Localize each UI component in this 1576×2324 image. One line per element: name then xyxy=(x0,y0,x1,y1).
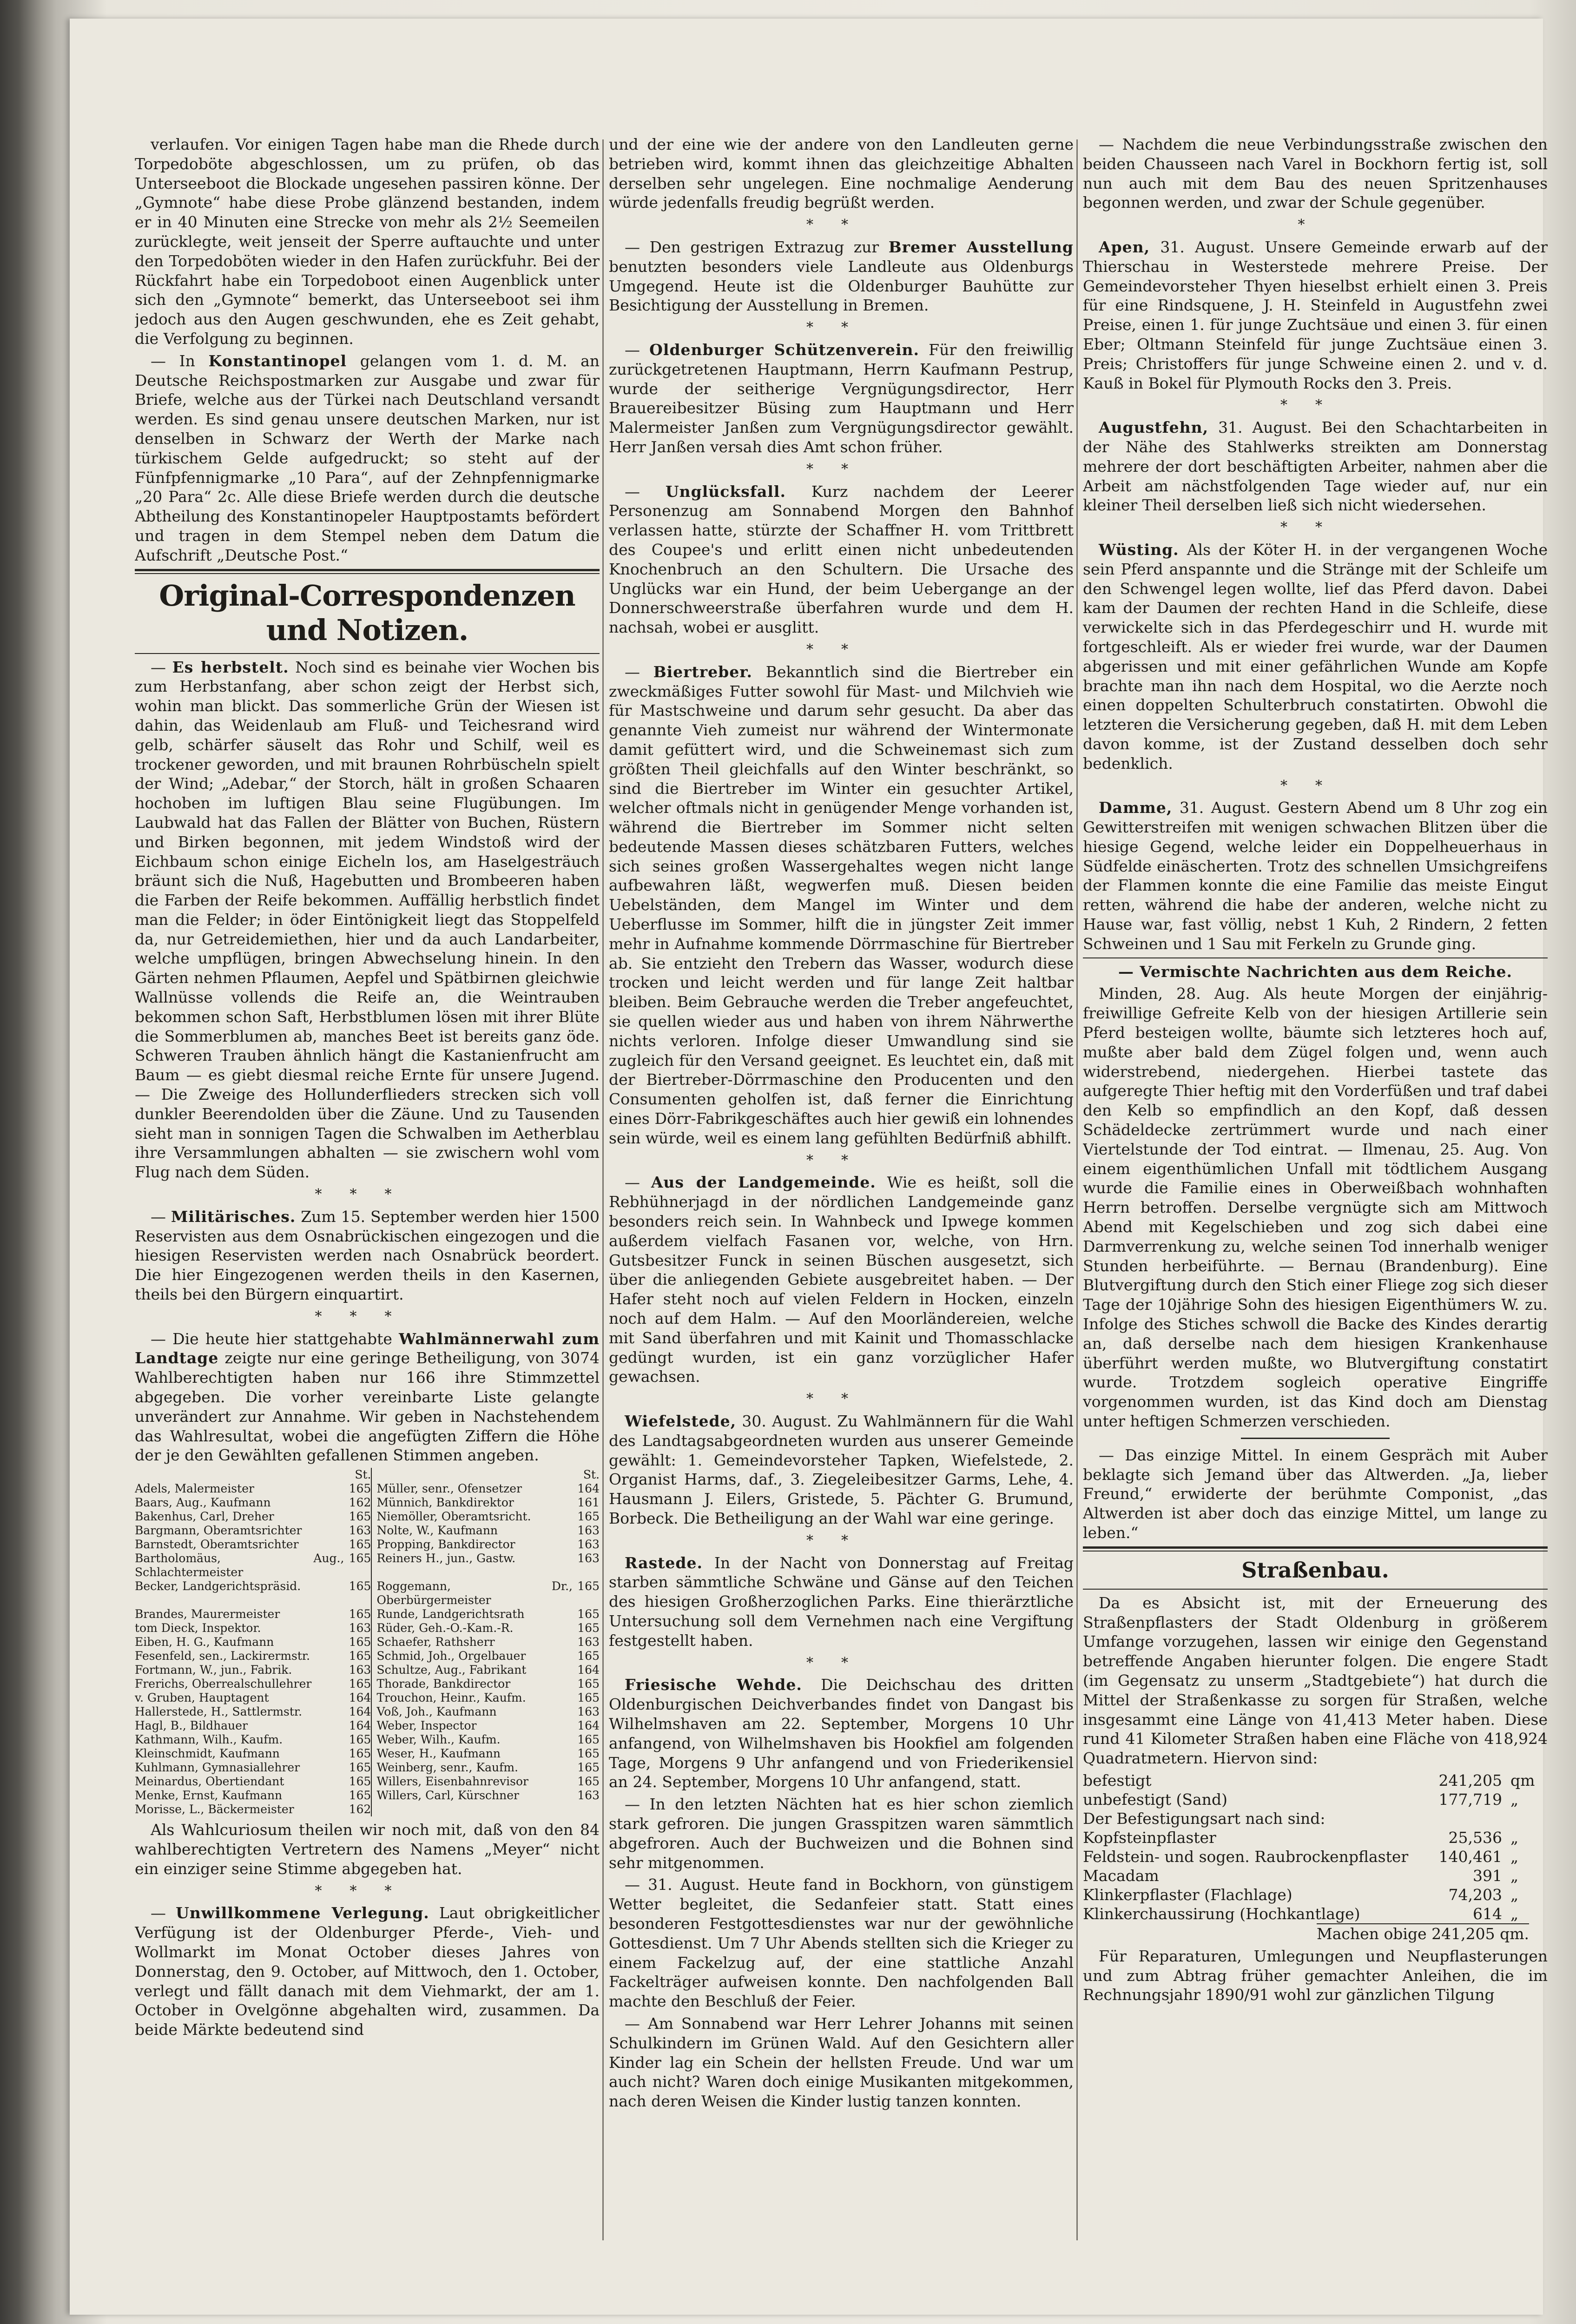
table-row xyxy=(1083,1904,1548,1923)
votes-cell: 165 xyxy=(344,1552,371,1579)
table-row xyxy=(135,1482,600,1496)
votes-cell: 162 xyxy=(344,1496,371,1510)
table-row xyxy=(1083,1828,1548,1847)
section-rule xyxy=(1083,1589,1548,1590)
name-cell: Reiners H., jun., Gastw. xyxy=(376,1552,516,1565)
name-cell: Weber, Inspector xyxy=(376,1719,477,1733)
votes-cell: 164 xyxy=(577,1663,600,1677)
votes-cell: 165 xyxy=(344,1482,371,1496)
name-cell: Willers, Eisenbahnrevisor xyxy=(376,1775,528,1789)
votes-cell: 164 xyxy=(344,1719,371,1733)
paving-unit: „ xyxy=(1510,1904,1519,1923)
article-markt-continued: und der eine wie der andere von den Landleuten gerne betrieben wird, kommt ihnen das gleichzeitige Abhalten derselben sehr ungelegen. Eine nochmalige Aenderung würde jedenfalls freudig begrüßt werden. xyxy=(609,135,1074,212)
votes-cell: 164 xyxy=(344,1691,371,1705)
separator-asterisks: ** xyxy=(1280,519,1350,536)
paving-unit: „ xyxy=(1510,1866,1519,1885)
paving-label: Feldstein- und sogen. Raubrockenpflaster xyxy=(1083,1847,1409,1866)
votes-cell: 163 xyxy=(577,1705,600,1719)
table-row xyxy=(135,1496,600,1510)
article-militaerisches: — Militärisches. Zum 15. September werden hier 1500 Reservisten aus dem Osnabrückischen eingezogen und die hiesigen Reservisten werden nach Osnabrück beordert. Die hier Eingezogenen werden theils in den Kasernen, theils bei den Bürgern einquartirt. xyxy=(135,1207,600,1304)
paving-value: 391 xyxy=(1473,1866,1502,1885)
article-konstantinopel: — In Konstantinopel gelangen vom 1. d. M. an Deutsche Reichspostmarken zur Ausgabe und zwar für Briefe, welche aus der Türkei nach Deutschland versandt werden. Es sind genau unsere deutschen Marken, nur ist denselben in Schwarz der Werth der Marke nach türkischem Gelde aufgedruckt; so steht auf der Fünfpfennigmarke „10 Para“, auf der Zehnpfennigmarke „20 Para“ 2c. Alle diese Briefe werden durch die deutsche Abtheilung des Konstantinopeler Hauptpostamts befördert und tragen in dem Stempel neben dem Datum die Aufschrift „Deutsche Post.“ xyxy=(135,351,600,564)
section-rule xyxy=(135,653,600,654)
votes-cell: 163 xyxy=(577,1635,600,1649)
article-friesische-wehde-sedan: — 31. August. Heute fand in Bockhorn, von günstigem Wetter begleitet, die Sedanfeier statt. Statt eines besonderen Festgottesdienstes war nur der gewöhnliche Gottesdienst. Um 7 Uhr Abends stellten sich die Krieger zu einem Fackelzug auf, der eine stattliche Anzahl Fackelträger aufweisen konnte. Den nachfolgenden Ball machte den Beschluß der Feier. xyxy=(609,1875,1074,2011)
name-cell: Morisse, L., Bäckermeister xyxy=(135,1802,294,1816)
name-cell: Barnstedt, Oberamtsrichter xyxy=(135,1538,299,1552)
name-cell: Schultze, Aug., Fabrikant xyxy=(376,1663,527,1677)
votes-cell: 163 xyxy=(577,1524,600,1538)
article-heading: Wüsting. xyxy=(1099,540,1179,559)
paving-label: unbefestigt (Sand) xyxy=(1083,1790,1227,1809)
votes-cell: 165 xyxy=(344,1635,371,1649)
name-cell: Kleinschmidt, Kaufmann xyxy=(135,1747,280,1761)
votes-cell: 165 xyxy=(577,1775,600,1789)
name-cell: Brandes, Maurermeister xyxy=(135,1607,280,1621)
votes-cell: 163 xyxy=(344,1524,371,1538)
name-cell: Bakenhus, Carl, Dreher xyxy=(135,1510,274,1524)
paving-label: Klinkerpflaster (Flachlage) xyxy=(1083,1885,1292,1904)
votes-cell: 165 xyxy=(577,1691,600,1705)
separator-asterisks: ** xyxy=(806,217,876,233)
name-cell: Schmid, Joh., Orgelbauer xyxy=(376,1649,526,1663)
table-row xyxy=(135,1719,600,1733)
paving-label: Kopfsteinpflaster xyxy=(1083,1828,1216,1847)
votes-cell: 163 xyxy=(577,1552,600,1565)
article-heading: Unwillkommene Verlegung. xyxy=(176,1904,429,1922)
table-row xyxy=(1083,1771,1548,1790)
short-rule xyxy=(1241,1438,1390,1439)
votes-cell: 165 xyxy=(344,1747,371,1761)
article-friesische-wehde-frost: — In den letzten Nächten hat es hier schon ziemlich stark gefroren. Die jungen Grasspitzen waren sämmtlich abgefroren. Auch der Buchweizen und die Bohnen sind sehr mitgenommen. xyxy=(609,1795,1074,1872)
paving-value: 140,461 xyxy=(1438,1847,1502,1866)
name-cell: tom Dieck, Inspektor. xyxy=(135,1621,261,1635)
separator-asterisks: *** xyxy=(315,1186,420,1203)
name-cell xyxy=(371,1802,573,1816)
column-2 xyxy=(609,135,1074,2254)
paving-value: 177,719 xyxy=(1438,1790,1502,1809)
name-cell: Hallerstede, H., Sattlermstr. xyxy=(135,1705,303,1719)
table-row xyxy=(135,1733,600,1747)
article-friesische-wehde-schule: — Am Sonnabend war Herr Lehrer Johanns mit seinen Schulkindern im Grünen Wald. Auf den Gesichtern aller Kinder lag ein Schein der hellsten Freude. Und war um auch nicht? Waren doch einige Musikanten mitgekommen, nach deren Weisen die Kinder lustig tanzen konnten. xyxy=(609,2014,1074,2111)
table-row xyxy=(1083,1847,1548,1866)
votes-cell: 163 xyxy=(344,1663,371,1677)
separator-asterisks: ** xyxy=(806,641,876,658)
votes-header: St. xyxy=(344,1468,371,1482)
article-heading: Bremer Ausstellung xyxy=(888,238,1074,256)
votes-cell: 163 xyxy=(577,1789,600,1802)
article-ungluecksfall: — Unglücksfall. Kurz nachdem der Leerer Personenzug am Sonnabend Morgen den Bahnhof verlassen hatte, stürzte der Schaffner H. vom Trittbrett des Coupee's und erlitt einen nicht unbedeutenden Knochenbruch an den Schultern. Die Ursache des Unglücks war ein Hund, der beim Uebergange an der Donnerschweerstraße überfahren wurde und dem H. nachsah, wobei er ausglitt. xyxy=(609,482,1074,637)
votes-header: St. xyxy=(583,1468,600,1482)
article-apen: Apen, 31. August. Unsere Gemeinde erwarb auf der Thierschau in Westerstede mehrere Preise. Der Gemeindevorsteher Thyen hieselbst erhielt einen 3. Preis für eine Rindsquene, J. H. Steinfeld in Augustfehn zwei Preise, einen 1. für junge Zuchtsäue und einen 3. für einen Eber; Oltmann Steinfeld für junge Zuchtsäue einen 3. Preis; Christoffers für junge Schweine einen 2. und v. d. Kauß in Bokel für Plymouth Rocks den 3. Preis. xyxy=(1083,238,1548,392)
table-row xyxy=(135,1524,600,1538)
table-row xyxy=(135,1789,600,1802)
separator-asterisks: ** xyxy=(806,1532,876,1549)
votes-cell: 165 xyxy=(344,1607,371,1621)
separator-asterisks: ** xyxy=(1280,777,1350,794)
section-rule xyxy=(1083,957,1548,958)
table-row xyxy=(135,1635,600,1649)
name-cell: Adels, Malermeister xyxy=(135,1482,254,1496)
separator-asterisks: ** xyxy=(806,1391,876,1407)
votes-cell: 165 xyxy=(577,1649,600,1663)
votes-cell: 165 xyxy=(577,1621,600,1635)
votes-cell: 165 xyxy=(344,1775,371,1789)
article-bremer-ausstellung: — Den gestrigen Extrazug zur Bremer Ausstellung benutzten besonders viele Landleute aus Oldenburgs Umgegend. Heute ist die Oldenburger Bauhütte zur Besichtigung der Ausstellung in Bremen. xyxy=(609,238,1074,315)
name-cell: Kuhlmann, Gymnasiallehrer xyxy=(135,1761,300,1775)
votes-cell: 165 xyxy=(344,1677,371,1691)
name-cell: Weber, Wilh., Kaufm. xyxy=(376,1733,501,1747)
paving-value: 25,536 xyxy=(1448,1828,1502,1847)
section-title: Original-Correspondenzen und Notizen. xyxy=(159,578,575,647)
article-biertreber: — Biertreber. Bekanntlich sind die Biertreber ein zweckmäßiges Futter sowohl für Mast- und Milchvieh wie für Mastschweine und darum sehr gesucht. Da aber das genannte Vieh zumeist nur während der Wintermonate damit gefüttert wird, und die Schweinemast sich zum größten Theil gleichfalls auf den Winter beschränkt, so sind die Biertreber im Winter ein gesuchter Artikel, welcher oftmals nicht in genügender Menge vorhanden ist, während die Biertreber im Sommer nicht selten bedeutende Massen dieses schätzbaren Futters, welches sich seines großen Wassergehaltes wegen nicht lange aufbewahren läßt, wegwerfen muß. Diesen beiden Uebelständen, dem Mangel im Winter und dem Ueberflusse im Sommer, hilft die in jüngster Zeit immer mehr in Aufnahme kommende Dörrmaschine für Biertreber ab. Sie entzieht den Trebern das Wasser, wodurch diese trocken und leicht werden und für lange Zeit haltbar bleiben. Beim Gebrauche werden die Treber angefeuchtet, sie quellen wieder aus und haben von ihrem Nährwerthe nichts verloren. Infolge dieser Umwandlung sind sie zugleich für den Versand geeignet. Es leuchtet ein, daß mit der Biertreber-Dörrmaschine den Producenten und den Consumenten geholfen ist, daß ferner die Einrichtung eines Dörr-Fabrikgeschäftes auch hier gewiß ein lohnendes sein würde, weil es einem lang gefühlten Bedürfniß abhilft. xyxy=(609,662,1074,1147)
paving-unit: „ xyxy=(1510,1790,1519,1809)
name-cell: Meinardus, Obertiendant xyxy=(135,1775,284,1789)
section-rule xyxy=(1083,1546,1548,1552)
paving-label: Macadam xyxy=(1083,1866,1159,1885)
votes-cell: 165 xyxy=(344,1538,371,1552)
paving-unit: „ xyxy=(1510,1828,1519,1847)
votes-cell: 165 xyxy=(577,1747,600,1761)
election-results-table xyxy=(135,1468,600,1816)
table-row xyxy=(135,1552,600,1579)
paving-unit: „ xyxy=(1510,1885,1519,1904)
name-cell: Frerichs, Oberrealschullehrer xyxy=(135,1677,312,1691)
votes-cell: 163 xyxy=(344,1621,371,1635)
name-cell: Becker, Landgerichtspräsid. xyxy=(135,1579,301,1593)
table-row xyxy=(135,1621,600,1635)
name-cell: Müller, senr., Ofensetzer xyxy=(376,1482,522,1496)
name-cell: Propping, Bankdirector xyxy=(376,1538,515,1552)
strassenbau-title: Straßenbau. xyxy=(1241,1557,1389,1583)
paving-value: 241,205 xyxy=(1438,1771,1502,1789)
article-vermischte-heading: — Vermischte Nachrichten aus dem Reiche. xyxy=(1118,962,1513,981)
paving-value: 74,203 xyxy=(1448,1885,1502,1904)
name-cell: Rüder, Geh.-O.-Kam.-R. xyxy=(376,1621,514,1635)
article-strassenbau-end: Für Reparaturen, Umlegungen und Neupflasterungen und zum Abtrag früher gemachter Anleihen, die im Rechnungsjahr 1890/91 wohl zur gänzlichen Tilgung xyxy=(1083,1947,1548,2004)
article-bockhorn-spritzenhaus: — Nachdem die neue Verbindungsstraße zwischen den beiden Chausseen nach Varel in Bockhorn fertig ist, soll nun auch mit dem Bau des neuen Spritzenhauses begonnen werden, und zwar der Schule gegenüber. xyxy=(1083,135,1548,212)
article-heading: Aus der Landgemeinde. xyxy=(651,1173,876,1192)
column-rule xyxy=(1076,139,1078,2240)
name-cell: Hagl, B., Bildhauer xyxy=(135,1719,248,1733)
article-heading: Rastede. xyxy=(625,1553,703,1572)
separator-asterisks: * xyxy=(1298,217,1333,233)
table-row xyxy=(135,1705,600,1719)
separator-asterisks: *** xyxy=(315,1308,420,1325)
votes-cell: 163 xyxy=(577,1538,600,1552)
table-row xyxy=(1083,1866,1548,1885)
votes-cell: 165 xyxy=(577,1761,600,1775)
votes-cell: 164 xyxy=(577,1482,600,1496)
name-cell: Willers, Carl, Kürschner xyxy=(376,1789,519,1802)
article-augustfehn: Augustfehn, 31. August. Bei den Schachtarbeiten in der Nähe des Stahlwerks streikten am Donnerstag mehrere der dort beschäftigten Arbeiter, nahmen aber die Arbeit am nächstfolgenden Tage wieder auf, nur ein kleiner Theil derselben ließ sich nicht wiedersehen. xyxy=(1083,418,1548,515)
name-cell: Niemöller, Oberamtsricht. xyxy=(376,1510,531,1524)
votes-cell: 165 xyxy=(344,1789,371,1802)
table-row xyxy=(135,1663,600,1677)
table-row xyxy=(1083,1809,1548,1828)
newspaper-page xyxy=(70,19,1548,2315)
name-cell: Münnich, Bankdirektor xyxy=(376,1496,514,1510)
votes-cell: 165 xyxy=(344,1510,371,1524)
separator-asterisks: ** xyxy=(806,319,876,336)
name-cell: Menke, Ernst, Kaufmann xyxy=(135,1789,283,1802)
article-heading: Wahlmännerwahl zum Landtage xyxy=(135,1329,600,1367)
paving-label: Der Befestigungsart nach sind: xyxy=(1083,1809,1325,1828)
votes-cell: 165 xyxy=(344,1733,371,1747)
article-damme: Damme, 31. August. Gestern Abend um 8 Uhr zog ein Gewitterstreifen mit wenigen schwachen Blitzen über die hiesige Gegend, welche leider ein Doppelheuerhaus in Südfelde einäscherten. Trotz des schnellen Umsichgreifens der Flammen konnte die eine Familie das meiste Eingut retten, während die habe der anderen, welche nicht zu Hause war, fast völlig, nebst 1 Kuh, 2 Rindern, 2 fetten Schweinen und 1 Sau mit Ferkeln zu Grunde ging. xyxy=(1083,799,1548,953)
paving-unit: qm xyxy=(1510,1771,1535,1789)
votes-cell: 165 xyxy=(577,1510,600,1524)
article-heading: Damme, xyxy=(1099,799,1173,817)
section-rule xyxy=(135,569,600,574)
article-wahl: — Die heute hier stattgehabte Wahlmännerwahl zum Landtage zeigte nur eine geringe Betheiligung, von 3074 Wahlberechtigten haben nur 166 ihre Stimmzettel abgegeben. Die vorher vereinbarte Liste gelangte unverändert zur Annahme. Wir geben in Nachstehendem das Wahlresultat, wobei die angefügten Ziffern die Höhe der je den Gewählten gefallenen Stimmen angeben. xyxy=(135,1329,600,1465)
column-3 xyxy=(1083,135,1548,2254)
table-row xyxy=(135,1677,600,1691)
table-row xyxy=(135,1761,600,1775)
name-cell: Bargmann, Oberamtsrichter xyxy=(135,1524,302,1538)
column-rule xyxy=(602,139,604,2240)
votes-cell: 162 xyxy=(344,1802,371,1816)
name-cell: Fortmann, W., jun., Fabrik. xyxy=(135,1663,292,1677)
votes-cell: 164 xyxy=(577,1719,600,1733)
table-row xyxy=(135,1775,600,1789)
table-row xyxy=(135,1747,600,1761)
votes-cell xyxy=(573,1802,600,1816)
separator-asterisks: ** xyxy=(806,461,876,477)
article-wuesting: Wüsting. Als der Köter H. in der vergangenen Woche sein Pferd anspannte und die Stränge mit der Schleife um den Schwengel legen wollte, lief das Pferd davon. Dabei kam der Daumen der rechten Hand in die Schleife, diese verwickelte sich in das Pferdegeschirr und H. wurde mit fortgeschleift. Als er wieder frei wurde, war der Daumen abgerissen und mit einer gefährlichen Wunde am Kopfe brachte man ihn nach dem Hospital, wo die Aerzte noch einen doppelten Schulterbruch constatirten. Obwohl die letzteren die Versicherung gegeben, daß H. mit dem Leben davon komme, ist der Zustand desselben doch sehr bedenklich. xyxy=(1083,540,1548,772)
name-cell: Trouchon, Heinr., Kaufm. xyxy=(376,1691,526,1705)
article-friesische-wehde: Friesische Wehde. Die Deichschau des dritten Oldenburgischen Deichverbandes findet von Dangast bis Wilhelmshaven am 22. September, Morgens 10 Uhr anfangend, von Wilhelmshaven bis Hookfiel am folgenden Tage, Morgens 9 Uhr anfangend und von Friederikensiel an 24. September, Morgens 10 Uhr anfangend, statt. xyxy=(609,1676,1074,1791)
table-row xyxy=(135,1691,600,1705)
votes-cell: 161 xyxy=(577,1496,600,1510)
votes-cell: 164 xyxy=(344,1705,371,1719)
article-heading: Biertreber. xyxy=(653,662,753,681)
article-wahlcuriosum: Als Wahlcuriosum theilen wir noch mit, daß von den 84 wahlberechtigten Vertretern des Namens „Meyer“ nicht ein einziger seine Stimme abgegeben hat. xyxy=(135,1821,600,1878)
name-cell: Nolte, W., Kaufmann xyxy=(376,1524,498,1538)
name-cell: Eiben, H. G., Kaufmann xyxy=(135,1635,274,1649)
column-1 xyxy=(135,135,600,2254)
name-cell: Weser, H., Kaufmann xyxy=(376,1747,501,1761)
name-cell: Bartholomäus, Aug., Schlachtermeister xyxy=(135,1552,344,1579)
article-heading: Unglücksfall. xyxy=(665,482,786,501)
table-row xyxy=(135,1802,600,1816)
article-heading: Es herbstelt. xyxy=(172,658,289,676)
paving-total: Machen obige 241,205 qm. xyxy=(1083,1923,1548,1944)
article-heading: Oldenburger Schützenverein. xyxy=(649,340,920,359)
paving-label: befestigt xyxy=(1083,1771,1152,1789)
article-heading: Konstantinopel xyxy=(208,351,347,370)
votes-cell: 165 xyxy=(577,1579,600,1593)
votes-cell: 165 xyxy=(577,1607,600,1621)
separator-asterisks: *** xyxy=(315,1882,420,1899)
paving-value: 614 xyxy=(1473,1904,1502,1923)
table-row xyxy=(1083,1790,1548,1809)
name-cell: Kathmann, Wilh., Kaufm. xyxy=(135,1733,283,1747)
separator-asterisks: ** xyxy=(1280,397,1350,414)
name-cell: Fesenfeld, sen., Lackirermstr. xyxy=(135,1649,310,1663)
table-row xyxy=(135,1538,600,1552)
article-strassenbau: Da es Absicht ist, mit der Erneuerung des Straßenpflasters der Stadt Oldenburg in größerem Umfange vorzugehen, lassen wir einige den Gegenstand betreffende Angaben hierunter folgen. Die engere Stadt (im Gegensatz zu unserm „Stadtgebiete“) hat durch die Mittel der Straßenkasse zu sorgen für Straßen, welche insgesammt eine Länge von 41,413 Meter haben. Diese rund 41 Kilometer Straßen haben eine Fläche von 418,924 Quadratmetern. Hiervon sind: xyxy=(1083,1593,1548,1768)
votes-cell: 165 xyxy=(577,1677,600,1691)
name-cell: Runde, Landgerichtsrath xyxy=(376,1607,525,1621)
separator-asterisks: ** xyxy=(806,1152,876,1169)
article-heading: Augustfehn, xyxy=(1099,418,1209,437)
name-cell: Roggemann, Dr., Oberbürgermeister xyxy=(376,1579,573,1607)
article-herbst: — Es herbstelt. Noch sind es beinahe vier Wochen bis zum Herbstanfang, aber schon zeigt der Herbst sich, wohin man blickt. Das sommerliche Grün der Wiesen ist dahin, das Weidenlaub am Fluß- und Teichesrand wird gelb, schärfer säuselt das Rohr und Schilf, weil es trockener geworden, und mit braunen Rohrbüscheln spielt der Wind; „Adebar,“ der Storch, hält in großen Schaaren hochoben im luftigen Blau seine Flugübungen. Im Laubwald hat das Fallen der Blätter von Buchen, Rüstern und Birken begonnen, mit jedem Windstoß wird der Eichbaum schon einige Eicheln los, am Haselgesträuch bräunt sich die Nuß, Hagebutten und Brombeeren haben die Farben der Reife bekommen. Auffällig herbstlich findet man die Felder; in öder Eintönigkeit liegt das Stoppelfeld da, nur Getreidemiethen, hier und da auch Landarbeiter, welche umpflügen, bringen Abwechselung hinein. In den Gärten nehmen Pflaumen, Aepfel und Spätbirnen gleichwie Wallnüsse vollends die Reife an, die Weintrauben bekommen schon Saft, Herbstblumen lösen mit ihrer Blüte die Sommerblumen ab, manches Beet ist bereits ganz öde. Schweren Trauben ähnlich hängt die Kastanienfrucht am Baum — es giebt diesmal reiche Ernte für unsere Jugend. — Die Zweige des Hollunderflieders strecken sich voll dunkler Beerendolden über die Zäune. Und zu Tausenden sieht man in sonnigen Tagen die Schwalben im Aetherblau ihre Versammlungen abhalten — sie zwischern wohl vom Flug nach dem Süden. xyxy=(135,658,600,1182)
article-schuetzenverein: — Oldenburger Schützenverein. Für den freiwillig zurückgetretenen Hauptmann, Herrn Kaufmann Pestrup, wurde der seitherige Vergnügungsdirector, Herr Brauereibesitzer Büsing zum Hauptmann und Herr Malermeister Janßen zum Vergnügungsdirector gewählt. Herr Janßen versah dies Amt schon früher. xyxy=(609,340,1074,456)
separator-asterisks: ** xyxy=(806,1654,876,1671)
paving-statistics-table xyxy=(1083,1771,1548,1923)
table-row xyxy=(135,1607,600,1621)
votes-cell: 165 xyxy=(577,1733,600,1747)
table-row xyxy=(135,1579,600,1607)
article-wiefelstede: Wiefelstede, 30. August. Zu Wahlmännern für die Wahl des Landtagsabgeordneten wurden aus unserer Gemeinde gewählt: 1. Gemeindevorsteher Tapken, Wiefelstede, 2. Organist Harms, daf., 3. Ziegeleibesitzer Garms, Lehe, 4. Hausmann J. Eilers, Gristede, 5. Pächter G. Brumund, Borbeck. Die Betheiligung an der Wahl war eine geringe. xyxy=(609,1412,1074,1527)
table-row xyxy=(135,1510,600,1524)
article-rastede: Rastede. In der Nacht von Donnerstag auf Freitag starben sämmtliche Schwäne und Gänse auf den Teichen des hiesigen Großherzoglichen Parks. Eine thierärztliche Untersuchung soll dem Vernehmen nach eine Vergiftung festgestellt haben. xyxy=(609,1553,1074,1650)
name-cell: Voß, Joh., Kaufmann xyxy=(376,1705,497,1719)
table-row xyxy=(135,1649,600,1663)
name-cell: v. Gruben, Hauptagent xyxy=(135,1691,269,1705)
votes-cell: 165 xyxy=(344,1649,371,1663)
paving-unit: „ xyxy=(1510,1847,1519,1866)
name-cell: Weinberg, senr., Kaufm. xyxy=(376,1761,519,1775)
table-header-row xyxy=(135,1468,600,1482)
table-row xyxy=(1083,1885,1548,1904)
article-einzige-mittel: — Das einzige Mittel. In einem Gespräch mit Auber beklagte sich Jemand über das Altwerden. „Ja, lieber Freund,“ erwiderte der berühmte Componist, „das Altwerden ist aber doch das einzige Mittel, um lange zu leben.“ xyxy=(1083,1446,1548,1542)
paving-label: Klinkerchaussirung (Hochkantlage) xyxy=(1083,1904,1360,1923)
paving-value xyxy=(1409,1809,1502,1828)
name-cell: Thorade, Bankdirector xyxy=(376,1677,511,1691)
article-unterseeboot: verlaufen. Vor einigen Tagen habe man die Rhede durch Torpedoböte abgeschlossen, um zu prüfen, ob das Unterseeboot die Blockade ungesehen passiren könne. Der „Gymnote“ habe diese Probe glänzend bestanden, indem er in 40 Minuten eine Strecke von mehr als 2½ Seemeilen zurücklegte, weit jenseit der Sperre auftauchte und unter den Torpedoböten wieder in den Hafen zurückfuhr. Bei der Rückfahrt habe ein Torpedoboot einen Augenblick unter sich den „Gymnote“ bemerkt, das Unterseeboot sei ihm jedoch aus den Augen geschwunden, ehe es Zeit gehabt, die Verfolgung zu beginnen. xyxy=(135,135,600,348)
votes-cell: 165 xyxy=(344,1761,371,1775)
article-heading: Militärisches. xyxy=(171,1207,296,1226)
votes-cell: 165 xyxy=(344,1579,371,1607)
article-landgemeinde: — Aus der Landgemeinde. Wie es heißt, soll die Rebhühnerjagd in der nördlichen Landgemeinde ganz besonders reich sein. In Wahnbeck und Ipwege kommen außerdem vielfach Fasanen vor, welche, von Hrn. Gutsbesitzer Funck in seinen Büschen ausgesetzt, sich über die anliegenden Gebiete ausgebreitet haben. — Der Hafer steht noch auf vielen Feldern in Hocken, einzeln noch auf dem Halm. — Auf den Moorländereien, welche mit Sand überfahren und mit Kainit und Thomasschlacke gedüngt wurden, ist ein ganz vorzüglicher Hafer gewachsen. xyxy=(609,1173,1074,1386)
name-cell: Baars, Aug., Kaufmann xyxy=(135,1496,271,1510)
article-heading: Friesische Wehde. xyxy=(625,1676,802,1694)
article-heading: Wiefelstede, xyxy=(625,1412,737,1430)
article-vermischte: Minden, 28. Aug. Als heute Morgen der einjährig-freiwillige Gefreite Kelb von der hiesigen Artillerie sein Pferd besteigen wollte, bäumte sich letzteres hoch auf, mußte aber bald dem Zügel folgen und, wenn auch widerstrebend, niedergehen. Hierbei tastete das aufgeregte Thier heftig mit den Vorderfüßen und traf dabei den Kelb so empfindlich an den Kopf, daß dessen Schädeldecke zertrümmert wurde und nach einer Viertelstunde der Tod eintrat. — Ilmenau, 25. Aug. Von einem eigenthümlichen Unfall mit tödtlichem Ausgang wurde die Familie eines in Oberweißbach wohnhaften Herrn betroffen. Derselbe vergnügte sich am Mittwoch Abend mit Kegelschieben und zog sich dabei eine Darmverrenkung zu, welche seinen Tod innerhalb weniger Stunden herbeiführte. — Bernau (Brandenburg). Eine Blutvergiftung durch den Stich einer Fliege zog sich dieser Tage der 10jährige Sohn des hiesigen Eigenthümers W. zu. Infolge des Stiches schwoll die Backe des Kindes derartig an, daß derselbe nach dem hiesigen Krankenhause überführt werden mußte, wo Blutvergiftung constatirt wurde. Trotzdem sogleich operative Eingriffe vorgenommen wurden, ist das Kind doch am Dienstag unter heftigen Schmerzen verschieden. xyxy=(1083,984,1548,1430)
name-cell: Schaefer, Rathsherr xyxy=(376,1635,495,1649)
article-verlegung: — Unwillkommene Verlegung. Laut obrigkeitlicher Verfügung ist der Oldenburger Pferde-, Vieh- und Wollmarkt im Monat October dieses Jahres von Donnerstag, den 9. October, auf Mittwoch, den 1. October, verlegt und fällt danach mit dem Viehmarkt, der am 1. October in Ovelgönne abgehalten wird, zusammen. Da beide Märkte bedeutend sind xyxy=(135,1904,600,2039)
paving-unit xyxy=(1502,1809,1548,1828)
article-heading: Apen, xyxy=(1099,238,1150,256)
